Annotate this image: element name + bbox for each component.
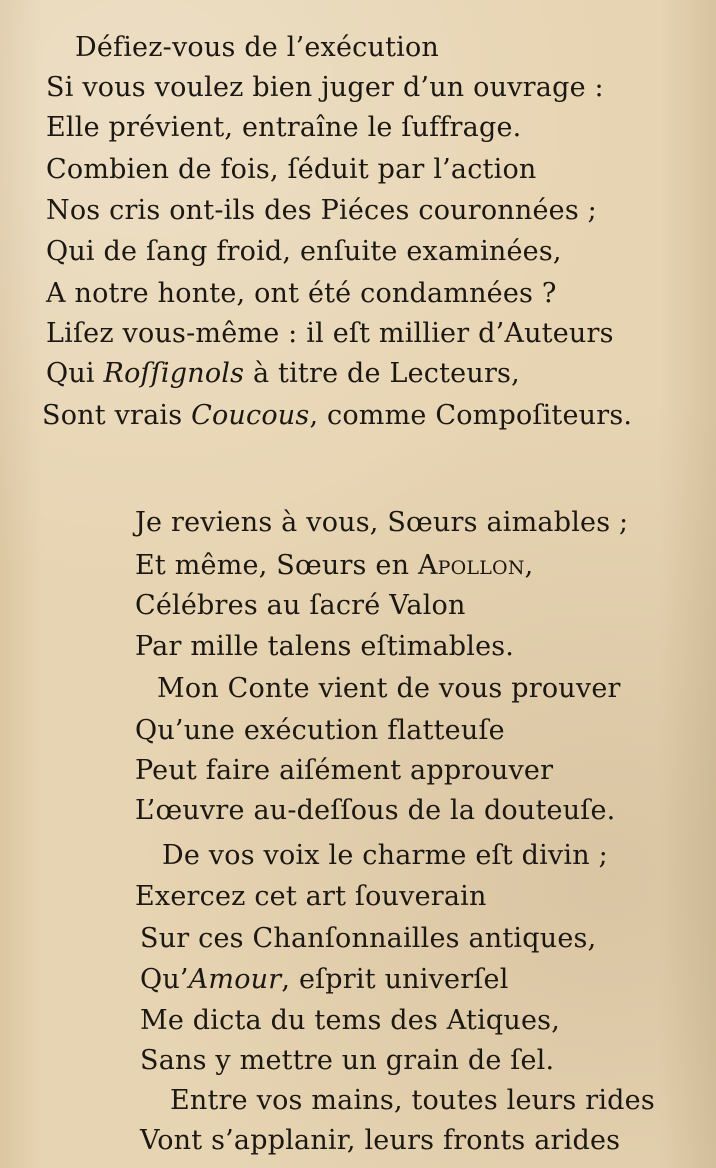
- poem-text: Et même, Sœurs en: [135, 550, 418, 581]
- poem-line: Célébres au ſacré Valon: [135, 590, 466, 621]
- poem-line: Par mille talens eſtimables.: [135, 631, 515, 662]
- poem-small-caps-word: Apollon: [417, 550, 525, 581]
- poem-line: A notre honte, ont été condamnées ?: [46, 278, 557, 309]
- poem-line: Je reviens à vous, Sœurs aimables ;: [135, 507, 629, 538]
- poem-line: Nos cris ont-ils des Piéces couronnées ;: [46, 195, 597, 226]
- poem-text: Sont vrais: [42, 400, 192, 431]
- poem-italic-word: Coucous: [191, 400, 310, 431]
- poem-line: Me dicta du tems des Atiques,: [140, 1005, 561, 1036]
- poem-line: Qu’une exécution flatteuſe: [135, 715, 505, 746]
- poem-text: Qui: [46, 358, 104, 389]
- poem-line: [135, 548, 533, 584]
- poem-italic-word: Amour: [188, 964, 282, 995]
- poem-line: Si vous voulez bien juger d’un ouvrage :: [46, 72, 604, 103]
- poem-text: , eſprit univerſel: [281, 964, 509, 995]
- poem-line: Défiez-vous de l’exécution: [75, 32, 440, 63]
- poem-line: [140, 962, 509, 998]
- poem-line: [42, 398, 632, 434]
- poem-text: ,: [524, 550, 534, 581]
- poem-line: Elle prévient, entraîne le ſuffrage.: [46, 112, 522, 143]
- poem-text: à titre de Lecteurs,: [244, 358, 520, 389]
- poem-line: Qui de ſang froid, enſuite examinées,: [46, 236, 562, 267]
- poem-line: Combien de fois, ſéduit par l’action: [46, 154, 537, 185]
- poem-text: Qu’: [140, 964, 189, 995]
- poem-line: [46, 356, 520, 392]
- poem-line: Peut faire aiſément approuver: [135, 755, 554, 786]
- poem-line: Exercez cet art ſouverain: [135, 881, 487, 912]
- poem-text: , comme Compoſiteurs.: [309, 400, 633, 431]
- poem-line: Liſez vous-même : il eſt millier d’Auteurs: [46, 318, 614, 349]
- poem-line: L’œuvre au-deſſous de la douteuſe.: [135, 795, 616, 826]
- poem-line: Vont s’applanir, leurs fronts arides: [140, 1125, 621, 1156]
- poem-line: De vos voix le charme eſt divin ;: [162, 840, 608, 871]
- poem-line: Sans y mettre un grain de ſel.: [140, 1045, 555, 1076]
- poem-line: Entre vos mains, toutes leurs rides: [170, 1085, 655, 1116]
- poem-italic-word: Roſſignols: [103, 358, 245, 389]
- poem-line: Mon Conte vient de vous prouver: [157, 673, 621, 704]
- poem-line: Sur ces Chanſonnailles antiques,: [140, 923, 597, 954]
